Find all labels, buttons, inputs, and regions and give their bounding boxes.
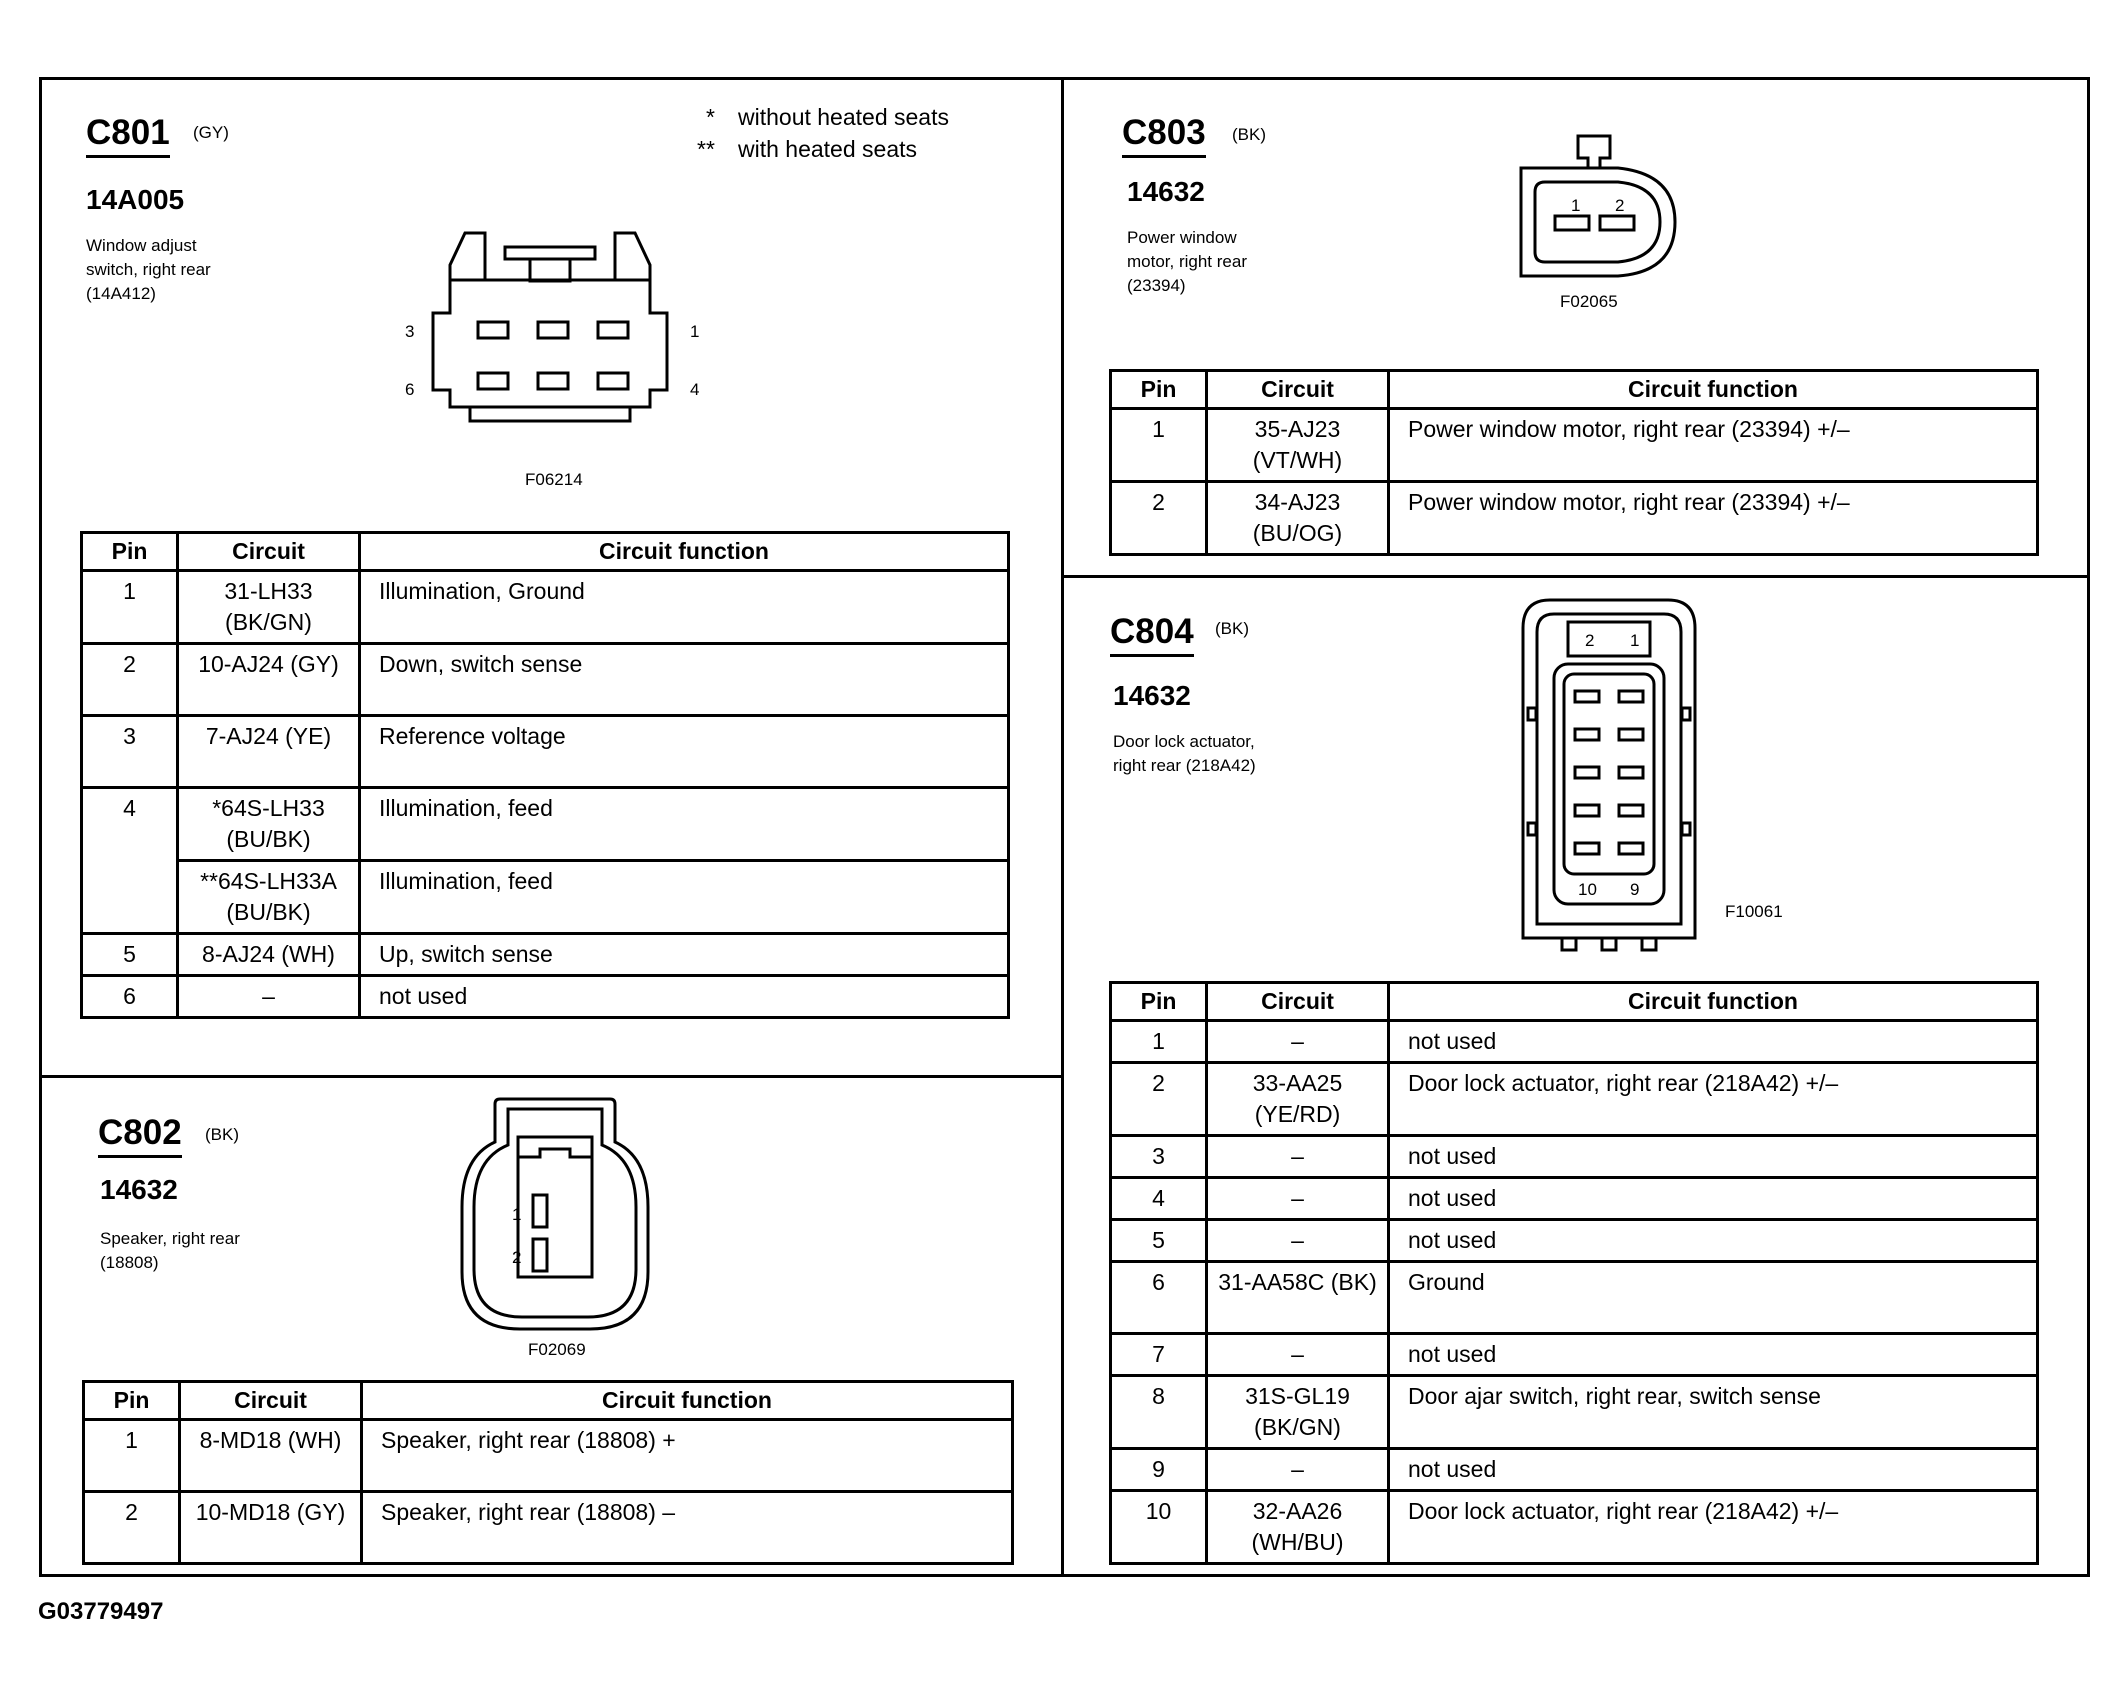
c804-pin-label-10: 10	[1578, 880, 1597, 899]
pin-cell: 1	[82, 571, 178, 644]
c801-description: Window adjust switch, right rear (14A412)	[86, 236, 211, 303]
circuit-cell: 31S-GL19 (BK/GN)	[1207, 1376, 1389, 1449]
legend-mark-2: **	[697, 136, 715, 162]
function-cell: Door ajar switch, right rear, switch sense	[1389, 1376, 2038, 1449]
function-cell: not used	[1389, 1220, 2038, 1262]
circuit-cell: 33-AA25 (YE/RD)	[1207, 1063, 1389, 1136]
function-cell: not used	[1389, 1021, 2038, 1063]
function-cell: not used	[1389, 1449, 2038, 1491]
circuit-cell: –	[1207, 1136, 1389, 1178]
pin-cell: 6	[1111, 1262, 1207, 1334]
pin-cell: 3	[82, 716, 178, 788]
legend-mark-1: *	[706, 104, 715, 130]
c801-header-circuit: Circuit	[178, 533, 360, 571]
circuit-cell: –	[1207, 1021, 1389, 1063]
circuit-cell: 10-MD18 (GY)	[180, 1492, 362, 1564]
c802-header-pin: Pin	[84, 1382, 180, 1420]
c804-pin-label-2: 2	[1585, 631, 1595, 650]
table-row	[1111, 1136, 2038, 1178]
circuit-cell: 34-AJ23 (BU/OG)	[1207, 482, 1389, 555]
pin-cell: 1	[1111, 409, 1207, 482]
circuit-cell: 31-LH33 (BK/GN)	[178, 571, 360, 644]
pin-cell: 2	[84, 1492, 180, 1564]
pin-cell: 2	[1111, 1063, 1207, 1136]
left-divider	[39, 1075, 1063, 1078]
circuit-cell: –	[1207, 1334, 1389, 1376]
table-row	[82, 788, 1009, 861]
c802-connector-drawing	[460, 1097, 650, 1332]
c801-pin-label-6: 6	[405, 380, 415, 399]
c801-part-number: 14A005	[86, 184, 185, 215]
c803-id: C803	[1122, 113, 1206, 158]
pin-cell: 5	[82, 934, 178, 976]
pin-cell: 6	[82, 976, 178, 1018]
c803-pin-table	[1109, 369, 2039, 556]
table-row	[1111, 1376, 2038, 1449]
c802-id: C802	[98, 1113, 182, 1158]
footer-figure-id: G03779497	[38, 1598, 164, 1625]
c804-color: (BK)	[1215, 619, 1249, 638]
table-row	[82, 716, 1009, 788]
table-row	[1111, 409, 2038, 482]
pin-cell: 7	[1111, 1334, 1207, 1376]
function-cell: Power window motor, right rear (23394) +/–	[1389, 482, 2038, 555]
c801-figure-id: F06214	[525, 470, 583, 489]
c803-pin-label-1: 1	[1571, 196, 1581, 215]
circuit-cell: 35-AJ23 (VT/WH)	[1207, 409, 1389, 482]
table-row	[1111, 1334, 2038, 1376]
c804-header-circuit: Circuit	[1207, 983, 1389, 1021]
c804-description: Door lock actuator, right rear (218A42)	[1113, 732, 1256, 775]
c804-pin-label-1: 1	[1630, 631, 1640, 650]
function-cell: Ground	[1389, 1262, 2038, 1334]
pin-cell: 2	[82, 644, 178, 716]
table-row	[84, 1420, 1013, 1492]
circuit-cell: 8-MD18 (WH)	[180, 1420, 362, 1492]
circuit-cell: –	[1207, 1449, 1389, 1491]
function-cell: Speaker, right rear (18808) –	[362, 1492, 1013, 1564]
c803-pin-label-2: 2	[1615, 196, 1625, 215]
pin-cell: 3	[1111, 1136, 1207, 1178]
table-row	[1111, 1021, 2038, 1063]
pin-cell: 4	[1111, 1178, 1207, 1220]
table-row	[1111, 1220, 2038, 1262]
function-cell: Down, switch sense	[360, 644, 1009, 716]
c802-figure-id: F02069	[528, 1340, 586, 1359]
pin-cell: 5	[1111, 1220, 1207, 1262]
pin-cell: 1	[1111, 1021, 1207, 1063]
c802-part-number: 14632	[100, 1174, 178, 1205]
function-cell: Illumination, feed	[360, 788, 1009, 861]
circuit-cell: 8-AJ24 (WH)	[178, 934, 360, 976]
c803-header-pin: Pin	[1111, 371, 1207, 409]
function-cell: Illumination, Ground	[360, 571, 1009, 644]
function-cell: Illumination, feed	[360, 861, 1009, 934]
pin-cell: 2	[1111, 482, 1207, 555]
table-row	[82, 934, 1009, 976]
c801-header-function: Circuit function	[360, 533, 1009, 571]
c803-figure-id: F02065	[1560, 292, 1618, 311]
function-cell: Power window motor, right rear (23394) +/–	[1389, 409, 2038, 482]
c804-pin-table	[1109, 981, 2039, 1565]
function-cell: Up, switch sense	[360, 934, 1009, 976]
c801-color: (GY)	[193, 123, 229, 142]
c802-header-function: Circuit function	[362, 1382, 1013, 1420]
circuit-cell: 10-AJ24 (GY)	[178, 644, 360, 716]
function-cell: not used	[360, 976, 1009, 1018]
legend-text-1: without heated seats	[738, 104, 949, 130]
circuit-cell: –	[1207, 1178, 1389, 1220]
c802-pin-table	[82, 1380, 1014, 1565]
function-cell: not used	[1389, 1334, 2038, 1376]
table-row	[82, 976, 1009, 1018]
right-divider	[1061, 575, 2090, 578]
c804-connector-drawing	[1520, 598, 1698, 958]
c804-pin-label-9: 9	[1630, 880, 1640, 899]
c801-id: C801	[86, 113, 170, 158]
table-row	[82, 861, 1009, 934]
circuit-cell: –	[1207, 1220, 1389, 1262]
pin-cell: 9	[1111, 1449, 1207, 1491]
center-divider	[1061, 77, 1064, 1577]
c801-pin-label-4: 4	[690, 380, 700, 399]
c802-header-circuit: Circuit	[180, 1382, 362, 1420]
table-row	[84, 1492, 1013, 1564]
circuit-cell: 32-AA26 (WH/BU)	[1207, 1491, 1389, 1564]
circuit-cell: 31-AA58C (BK)	[1207, 1262, 1389, 1334]
circuit-cell: –	[178, 976, 360, 1018]
c801-connector-drawing	[430, 225, 670, 445]
c801-pin-label-3: 3	[405, 322, 415, 341]
table-row	[82, 571, 1009, 644]
pin-cell: 10	[1111, 1491, 1207, 1564]
pin-cell: 1	[84, 1420, 180, 1492]
c803-header-circuit: Circuit	[1207, 371, 1389, 409]
function-cell: Reference voltage	[360, 716, 1009, 788]
c803-header-function: Circuit function	[1389, 371, 2038, 409]
c803-description: Power window motor, right rear (23394)	[1127, 228, 1247, 295]
c803-part-number: 14632	[1127, 176, 1205, 207]
table-row	[1111, 1178, 2038, 1220]
function-cell: not used	[1389, 1136, 2038, 1178]
c803-connector-drawing	[1518, 134, 1678, 284]
circuit-cell: 7-AJ24 (YE)	[178, 716, 360, 788]
function-cell: Speaker, right rear (18808) +	[362, 1420, 1013, 1492]
table-row	[1111, 482, 2038, 555]
c801-pin-table	[80, 531, 1010, 1019]
c804-part-number: 14632	[1113, 680, 1191, 711]
table-row	[1111, 1262, 2038, 1334]
legend-text-2: with heated seats	[738, 136, 918, 162]
c801-header-pin: Pin	[82, 533, 178, 571]
function-cell: Door lock actuator, right rear (218A42) +/–	[1389, 1063, 2038, 1136]
table-row	[1111, 1449, 2038, 1491]
table-row	[82, 644, 1009, 716]
c804-header-function: Circuit function	[1389, 983, 2038, 1021]
function-cell: Door lock actuator, right rear (218A42) +/–	[1389, 1491, 2038, 1564]
table-row	[1111, 1491, 2038, 1564]
c802-pin-label-1: 1	[512, 1205, 522, 1224]
c801-pin-label-1: 1	[690, 322, 700, 341]
c802-color: (BK)	[205, 1125, 239, 1144]
c802-pin-label-2: 2	[512, 1248, 522, 1267]
function-cell: not used	[1389, 1178, 2038, 1220]
c804-figure-id: F10061	[1725, 902, 1783, 921]
circuit-cell: **64S-LH33A (BU/BK)	[178, 861, 360, 934]
pin-cell: 4	[82, 788, 178, 934]
pin-cell: 8	[1111, 1376, 1207, 1449]
c802-description: Speaker, right rear (18808)	[100, 1229, 240, 1272]
c803-color: (BK)	[1232, 125, 1266, 144]
c804-header-pin: Pin	[1111, 983, 1207, 1021]
c804-id: C804	[1110, 612, 1194, 657]
circuit-cell: *64S-LH33 (BU/BK)	[178, 788, 360, 861]
table-row	[1111, 1063, 2038, 1136]
